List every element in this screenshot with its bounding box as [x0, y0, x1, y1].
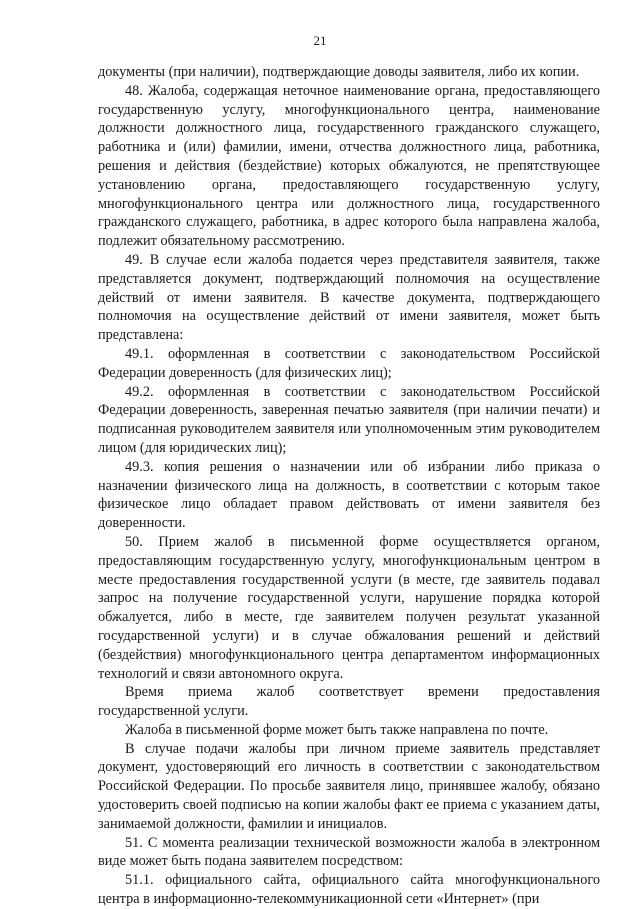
paragraph-49-1: 49.1. оформленная в соответствии с законодательством Российской Федерации доверенность (для физических лиц); — [98, 345, 600, 381]
paragraph-mail: Жалоба в письменной форме может быть также направлена по почте. — [125, 721, 549, 738]
paragraph-continuation: документы (при наличии), подтверждающие доводы заявителя, либо их копии. — [98, 64, 580, 80]
page-number: 21 — [313, 33, 327, 48]
paragraph-49: 49. В случае если жалоба подается через представителя заявителя, также представляется документ, подтверждающий полномочия на осуществление действий от имени заявителя. В качестве документа, подтверждающего полномочия на осуществление действий от имени заявителя, может быть представлена: — [98, 251, 600, 344]
paragraph-reception-time: Время приема жалоб соответствует времени предоставления государственной услуги. — [98, 684, 600, 720]
paragraph-49-3: 49.3. копия решения о назначении или об избрании либо приказа о назначении физического лица на должность, в соответствии с которым такое физическое лицо обладает правом действовать от имени заявителя без доверенности. — [98, 458, 600, 532]
paragraph-51: 51. С момента реализации технической возможности жалоба в электронном виде может быть подана заявителем посредством: — [98, 834, 600, 870]
paragraph-49-2: 49.2. оформленная в соответствии с законодательством Российской Федерации доверенность, заверенная печатью заявителя (при наличии печати) и подписанная руководителем заявителя или уполномоченным этим руководителем лицом (для юридических лиц); — [98, 383, 600, 456]
paragraph-48: 48. Жалоба, содержащая неточное наименование органа, предоставляющего государственную услугу, многофункционального центра, наименование должности должностного лица, государственного гражданского служащего, работника и (или) фамилии, имени, отчества должностного лица, работника, решения и действия (бездействие) которых обжалуются, не препятствующее установлению органа, предоставляющего государственную услугу, многофункционального центра или должностного лица, государственного гражданского служащего, работника, в адрес которого была направлена жалоба, подлежит обязательному рассмотрению. — [98, 82, 600, 250]
paragraph-50: 50. Прием жалоб в письменной форме осуществляется органом, предоставляющим государственную услугу, многофункциональным центром в месте предоставления государственной услуги (в месте, где заявитель подавал запрос на получение государственной услуги, нарушение порядка которой обжалуется, либо в месте, где заявителем получен результат указанной государственной услуги) и в случае обжалования решений и действий (бездействия) многофункционального центра департаментом информационных технологий и связи автономного округа. — [98, 533, 600, 682]
paragraph-personal-reception: В случае подачи жалобы при личном приеме заявитель представляет документ, удостоверяющий его личность в соответствии с законодательством Российской Федерации. По просьбе заявителя лицо, принявшее жалобу, обязано удостоверить своей подписью на копии жалобы факт ее приема с указанием даты, занимаемой должности, фамилии и инициалов. — [98, 740, 600, 832]
document-body — [98, 63, 600, 909]
paragraph-51-1: 51.1. официального сайта, официального сайта многофункционального центра в информационно-телекоммуникационной сети «Интернет» (при — [98, 872, 600, 908]
